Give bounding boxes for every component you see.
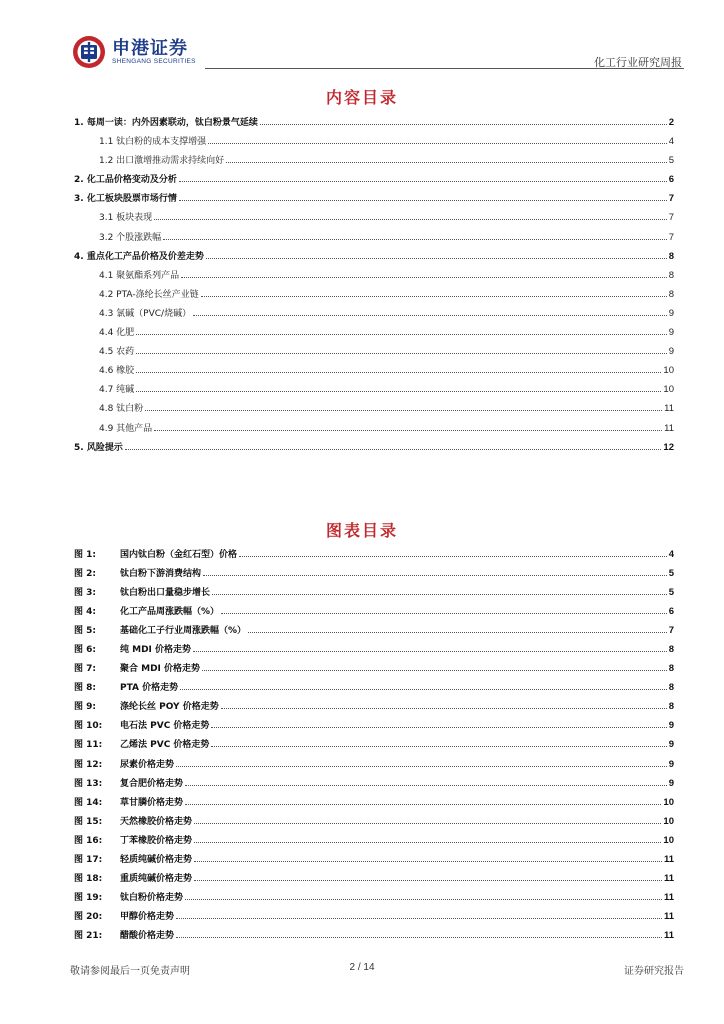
figure-number: 图 20: bbox=[74, 911, 103, 922]
dot-leader bbox=[206, 257, 667, 259]
figure-entry-label: 草甘膦价格走势 bbox=[120, 797, 184, 808]
figure-entry-label: 尿素价格走势 bbox=[120, 759, 175, 770]
figure-list-title: 图表目录 bbox=[325, 521, 398, 540]
figure-entry-label: 电石法 PVC 价格走势 bbox=[120, 721, 210, 732]
toc-entry[interactable] bbox=[74, 268, 674, 287]
toc-entry[interactable] bbox=[74, 287, 674, 306]
dot-leader bbox=[136, 371, 661, 373]
figure-number: 图 5: bbox=[74, 626, 96, 637]
figure-entry-page: 11 bbox=[663, 853, 674, 865]
figure-number: 图 9: bbox=[74, 702, 96, 713]
figure-entry[interactable] bbox=[74, 776, 674, 795]
toc-entry[interactable] bbox=[74, 210, 674, 229]
dot-leader bbox=[179, 199, 667, 201]
figure-entry-label: 天然橡胶价格走势 bbox=[120, 816, 193, 827]
toc-entry[interactable] bbox=[74, 153, 674, 172]
toc-entry[interactable] bbox=[74, 115, 674, 134]
figure-number: 图 21: bbox=[74, 930, 103, 941]
toc-entry-page: 8 bbox=[668, 269, 674, 281]
figure-number: 图 19: bbox=[74, 892, 103, 903]
toc-entry-page: 10 bbox=[663, 384, 674, 396]
dot-leader bbox=[221, 707, 667, 709]
figure-entry-page: 10 bbox=[663, 834, 674, 846]
dot-leader bbox=[203, 574, 667, 576]
header-divider bbox=[205, 68, 684, 69]
figure-entry-label: 重质纯碱价格走势 bbox=[120, 873, 193, 884]
figure-entry-label: PTA 价格走势 bbox=[120, 683, 179, 694]
figure-number: 图 11: bbox=[74, 740, 103, 751]
toc-entry-label: 3.2 个股涨跌幅 bbox=[99, 232, 162, 243]
figure-entry-label: 纯 MDI 价格走势 bbox=[120, 645, 192, 656]
brand-name-en: SHENGANG SECURITIES bbox=[112, 58, 196, 65]
figure-entry-page: 9 bbox=[668, 777, 674, 789]
dot-leader bbox=[194, 841, 661, 843]
figure-entry[interactable] bbox=[74, 757, 674, 776]
figure-number: 图 12: bbox=[74, 759, 103, 770]
figure-entry-page: 10 bbox=[663, 796, 674, 808]
figure-entry-label: 化工产品周涨跌幅（%） bbox=[120, 607, 220, 618]
toc-entry-page: 7 bbox=[668, 193, 674, 205]
figure-entry[interactable] bbox=[74, 604, 674, 623]
figure-number: 图 3: bbox=[74, 588, 96, 599]
toc-entry-page: 5 bbox=[668, 155, 674, 167]
dot-leader bbox=[202, 669, 667, 671]
figure-entry-page: 9 bbox=[668, 739, 674, 751]
toc-entry-label: 4.6 橡胶 bbox=[99, 366, 135, 377]
toc-entry-label: 1.2 出口激增推动需求持续向好 bbox=[99, 156, 225, 167]
figure-entry-page: 7 bbox=[668, 625, 674, 637]
figure-entry-page: 11 bbox=[663, 872, 674, 884]
toc-entry-label: 1.1 钛白粉的成本支撑增强 bbox=[99, 137, 207, 148]
logo-mark-icon bbox=[72, 35, 106, 69]
toc-entry-page: 9 bbox=[668, 327, 674, 339]
toc-entry-label: 4.5 农药 bbox=[99, 347, 135, 358]
figure-number: 图 1: bbox=[74, 550, 96, 560]
toc-entry[interactable] bbox=[74, 401, 674, 420]
figure-entry[interactable] bbox=[74, 547, 674, 566]
figure-entry[interactable] bbox=[74, 642, 674, 661]
toc-entry-label: 4.4 化肥 bbox=[99, 328, 135, 339]
figure-entry[interactable] bbox=[74, 623, 674, 642]
toc-entry-page: 9 bbox=[668, 346, 674, 358]
figure-entry-label: 复合肥价格走势 bbox=[120, 778, 184, 789]
figure-entry-page: 11 bbox=[663, 910, 674, 922]
figure-number: 图 10: bbox=[74, 721, 103, 732]
page-number: 2 / 14 bbox=[349, 962, 375, 973]
toc-entry-label: 4.8 钛白粉 bbox=[99, 404, 144, 415]
figure-entry-page: 9 bbox=[668, 758, 674, 770]
figure-number: 图 15: bbox=[74, 816, 103, 827]
toc-entry[interactable] bbox=[74, 191, 674, 210]
figure-number: 图 18: bbox=[74, 873, 103, 884]
figure-number: 图 17: bbox=[74, 854, 103, 865]
toc-entry-page: 9 bbox=[668, 307, 674, 319]
dot-leader bbox=[193, 314, 667, 316]
dot-leader bbox=[136, 390, 661, 392]
dot-leader bbox=[181, 276, 667, 278]
figure-number: 图 6: bbox=[74, 645, 96, 656]
toc-entry-label: 5. 风险提示 bbox=[74, 442, 123, 453]
figure-entry[interactable] bbox=[74, 661, 674, 680]
figure-entry[interactable] bbox=[74, 699, 674, 718]
dot-leader bbox=[179, 180, 667, 182]
toc-entry[interactable] bbox=[74, 344, 674, 363]
figure-entry-page: 8 bbox=[668, 682, 674, 694]
dot-leader bbox=[176, 917, 662, 919]
figure-entry[interactable] bbox=[74, 928, 674, 947]
toc-entry[interactable] bbox=[74, 134, 674, 153]
company-logo bbox=[72, 34, 196, 70]
dot-leader bbox=[185, 898, 662, 900]
toc-entry-page: 11 bbox=[664, 403, 674, 415]
dot-leader bbox=[136, 333, 667, 335]
toc-title: 内容目录 bbox=[325, 88, 398, 107]
toc-entry-page: 2 bbox=[668, 117, 674, 128]
dot-leader bbox=[125, 448, 662, 450]
figure-number: 图 4: bbox=[74, 607, 96, 618]
figure-entry-label: 钛白粉下游消费结构 bbox=[120, 569, 202, 580]
report-label: 证券研究报告 bbox=[624, 966, 684, 977]
toc-entry-page: 7 bbox=[668, 231, 674, 243]
toc-entry-label: 4.2 PTA-涤纶长丝产业链 bbox=[99, 289, 199, 300]
figure-entry-label: 基础化工子行业周涨跌幅（%） bbox=[120, 626, 247, 637]
figure-entry[interactable] bbox=[74, 890, 674, 909]
dot-leader bbox=[154, 218, 667, 220]
toc-entry[interactable] bbox=[74, 382, 674, 401]
figure-list bbox=[74, 547, 674, 947]
toc-entry-page: 8 bbox=[668, 288, 674, 300]
figure-entry[interactable] bbox=[74, 737, 674, 756]
dot-leader bbox=[185, 803, 661, 805]
dot-leader bbox=[194, 822, 661, 824]
dot-leader bbox=[185, 784, 667, 786]
toc-entry-page: 8 bbox=[668, 250, 674, 262]
figure-entry-page: 6 bbox=[668, 606, 674, 618]
figure-entry-page: 10 bbox=[663, 815, 674, 827]
dot-leader bbox=[145, 409, 662, 411]
dot-leader bbox=[226, 161, 667, 163]
dot-leader bbox=[201, 295, 667, 297]
figure-entry-label: 涤纶长丝 POY 价格走势 bbox=[120, 702, 219, 713]
figure-entry[interactable] bbox=[74, 566, 674, 585]
figure-number: 图 14: bbox=[74, 797, 103, 808]
toc-entry-page: 11 bbox=[664, 422, 674, 434]
toc-entry[interactable] bbox=[74, 325, 674, 344]
toc-entry-label: 4.7 纯碱 bbox=[99, 385, 135, 396]
toc-entry[interactable] bbox=[74, 306, 674, 325]
figure-entry-page: 8 bbox=[668, 701, 674, 713]
toc-entry[interactable] bbox=[74, 363, 674, 382]
toc-entry-label: 2. 化工品价格变动及分析 bbox=[74, 175, 177, 186]
report-type: 化工行业研究周报 bbox=[594, 56, 682, 69]
figure-number: 图 13: bbox=[74, 778, 103, 789]
figure-number: 图 8: bbox=[74, 683, 96, 694]
figure-entry-page: 11 bbox=[663, 929, 674, 941]
figure-entry-page: 9 bbox=[668, 720, 674, 732]
disclaimer-note: 敬请参阅最后一页免责声明 bbox=[70, 966, 190, 977]
dot-leader bbox=[154, 429, 662, 431]
figure-entry-page: 5 bbox=[668, 568, 674, 580]
toc-entry-page: 10 bbox=[663, 365, 674, 377]
figure-entry-page: 8 bbox=[668, 644, 674, 656]
toc-entry-label: 4.3 氯碱（PVC/烧碱） bbox=[99, 308, 192, 319]
figure-entry-label: 国内钛白粉（金红石型）价格 bbox=[120, 550, 238, 560]
figure-entry-label: 钛白粉价格走势 bbox=[120, 892, 184, 903]
toc-entry-label: 4.9 其他产品 bbox=[99, 423, 153, 434]
dot-leader bbox=[260, 123, 667, 125]
toc-entry-label: 4. 重点化工产品价格及价差走势 bbox=[74, 251, 204, 262]
figure-entry-label: 钛白粉出口量稳步增长 bbox=[120, 588, 211, 599]
dot-leader bbox=[176, 936, 662, 938]
brand-name-cn: 申港证券 bbox=[112, 38, 188, 58]
figure-number: 图 16: bbox=[74, 835, 103, 846]
toc-entry-page: 12 bbox=[663, 441, 674, 453]
figure-entry-label: 甲醇价格走势 bbox=[120, 911, 175, 922]
dot-leader bbox=[212, 593, 667, 595]
figure-entry[interactable] bbox=[74, 833, 674, 852]
figure-entry[interactable] bbox=[74, 852, 674, 871]
toc-entry-page: 7 bbox=[668, 212, 674, 224]
figure-number: 图 7: bbox=[74, 664, 96, 675]
dot-leader bbox=[163, 238, 667, 240]
figure-entry[interactable] bbox=[74, 680, 674, 699]
toc-entry[interactable] bbox=[74, 249, 674, 268]
toc-entry-page: 6 bbox=[668, 174, 674, 186]
dot-leader bbox=[176, 765, 667, 767]
figure-entry-label: 轻质纯碱价格走势 bbox=[120, 854, 193, 865]
toc-entry-label: 1. 每周一读：内外因素联动，钛白粉景气延续 bbox=[74, 118, 258, 128]
toc-entry[interactable] bbox=[74, 440, 674, 459]
figure-entry[interactable] bbox=[74, 871, 674, 890]
dot-leader bbox=[221, 612, 667, 614]
dot-leader bbox=[136, 352, 667, 354]
toc-entry[interactable] bbox=[74, 421, 674, 440]
toc-entry[interactable] bbox=[74, 230, 674, 249]
figure-entry-label: 丁苯橡胶价格走势 bbox=[120, 835, 193, 846]
page-header bbox=[0, 0, 724, 80]
dot-leader bbox=[248, 631, 667, 633]
toc-entry-label: 4.1 聚氨酯系列产品 bbox=[99, 270, 180, 281]
figure-entry-page: 11 bbox=[663, 891, 674, 903]
figure-entry[interactable] bbox=[74, 795, 674, 814]
figure-entry-page: 5 bbox=[668, 587, 674, 599]
figure-entry-label: 乙烯法 PVC 价格走势 bbox=[120, 740, 210, 751]
table-of-contents bbox=[74, 115, 674, 459]
dot-leader bbox=[208, 142, 667, 144]
toc-entry-label: 3. 化工板块股票市场行情 bbox=[74, 194, 177, 205]
figure-entry-page: 8 bbox=[668, 663, 674, 675]
dot-leader bbox=[211, 726, 666, 728]
dot-leader bbox=[194, 879, 662, 881]
dot-leader bbox=[194, 860, 662, 862]
toc-entry[interactable] bbox=[74, 172, 674, 191]
dot-leader bbox=[180, 688, 667, 690]
toc-entry-label: 3.1 板块表现 bbox=[99, 213, 153, 224]
figure-entry[interactable] bbox=[74, 585, 674, 604]
figure-entry[interactable] bbox=[74, 814, 674, 833]
dot-leader bbox=[211, 745, 666, 747]
figure-entry-label: 聚合 MDI 价格走势 bbox=[120, 664, 201, 675]
dot-leader bbox=[193, 650, 667, 652]
figure-entry[interactable] bbox=[74, 909, 674, 928]
figure-entry-label: 醋酸价格走势 bbox=[120, 930, 175, 941]
toc-entry-page: 4 bbox=[668, 136, 674, 148]
dot-leader bbox=[239, 555, 667, 557]
figure-entry-page: 4 bbox=[668, 549, 674, 560]
figure-entry[interactable] bbox=[74, 718, 674, 737]
figure-number: 图 2: bbox=[74, 569, 96, 580]
